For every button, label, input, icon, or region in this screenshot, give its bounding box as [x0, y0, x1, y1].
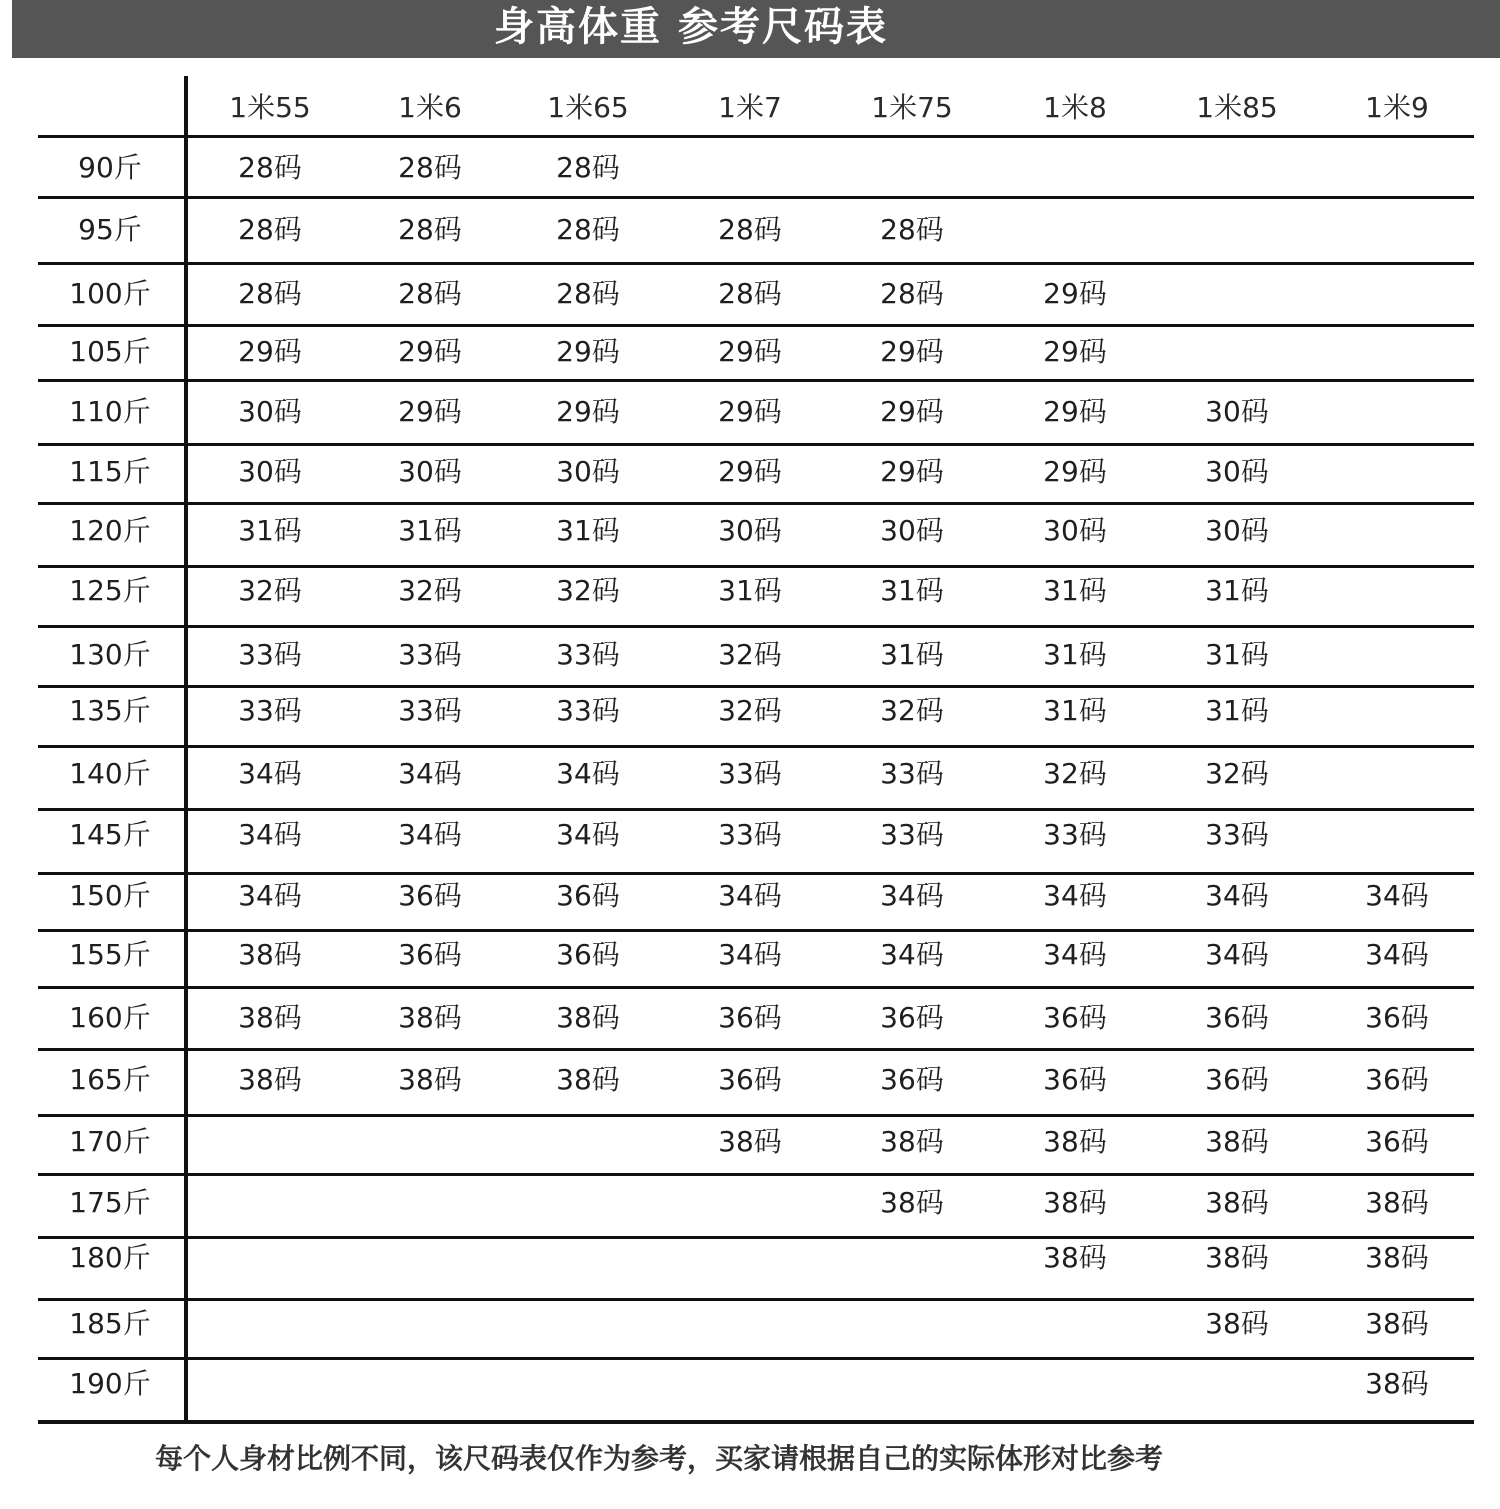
table-cell: 33码	[718, 818, 782, 851]
table-cell: 36码	[1043, 1063, 1107, 1096]
row-label: 170斤	[69, 1125, 151, 1158]
table-cell: 29码	[1043, 455, 1107, 488]
table-cell: 30码	[238, 455, 302, 488]
table-cell: 28码	[718, 277, 782, 310]
table-cell: 38码	[398, 1063, 462, 1096]
table-cell: 29码	[398, 335, 462, 368]
row-label: 110斤	[69, 395, 151, 428]
table-cell	[675, 1173, 825, 1233]
table-cell: 34码	[556, 818, 620, 851]
table-cell: 36码	[398, 879, 462, 912]
row-label: 145斤	[69, 818, 151, 851]
table-cell: 31码	[1043, 574, 1107, 607]
table-cell: 34码	[238, 757, 302, 790]
row-label: 135斤	[69, 694, 151, 727]
table-cell: 30码	[880, 514, 944, 547]
table-cell: 34码	[238, 818, 302, 851]
table-cell: 31码	[1043, 638, 1107, 671]
table-cell: 32码	[398, 574, 462, 607]
table-cell: 31码	[718, 574, 782, 607]
table-cell	[195, 1173, 345, 1233]
table-cell: 38码	[238, 1063, 302, 1096]
table-cell: 36码	[1365, 1125, 1429, 1158]
table-cell: 38码	[238, 1001, 302, 1034]
table-cell: 36码	[1365, 1001, 1429, 1034]
table-cell: 28码	[556, 277, 620, 310]
table-cell	[513, 1354, 663, 1414]
table-cell: 33码	[880, 757, 944, 790]
table-cell: 29码	[718, 335, 782, 368]
table-cell: 34码	[718, 938, 782, 971]
row-label: 115斤	[69, 455, 151, 488]
table-cell: 38码	[1205, 1307, 1269, 1340]
table-cell: 38码	[1365, 1367, 1429, 1400]
column-header: 1米85	[1196, 91, 1278, 124]
table-cell: 28码	[238, 151, 302, 184]
table-cell: 31码	[880, 574, 944, 607]
table-bottom-border	[38, 1420, 1474, 1424]
table-cell: 34码	[1365, 938, 1429, 971]
table-cell: 33码	[1043, 818, 1107, 851]
row-label: 125斤	[69, 574, 151, 607]
table-cell	[513, 1294, 663, 1354]
table-cell	[1162, 264, 1312, 324]
table-cell: 29码	[718, 395, 782, 428]
table-cell: 34码	[238, 879, 302, 912]
table-cell: 28码	[238, 213, 302, 246]
table-cell: 38码	[1205, 1125, 1269, 1158]
table-cell	[195, 1228, 345, 1288]
table-cell: 31码	[1205, 694, 1269, 727]
table-cell: 36码	[1365, 1063, 1429, 1096]
table-cell	[675, 1228, 825, 1288]
table-cell: 28码	[398, 277, 462, 310]
table-cell: 34码	[1205, 879, 1269, 912]
row-label: 90斤	[78, 151, 142, 184]
table-cell	[1322, 744, 1472, 804]
column-header: 1米65	[547, 91, 629, 124]
table-cell: 29码	[238, 335, 302, 368]
table-cell	[355, 1294, 505, 1354]
table-cell: 38码	[880, 1125, 944, 1158]
table-cell: 30码	[1205, 395, 1269, 428]
table-cell: 29码	[1043, 277, 1107, 310]
table-cell: 30码	[718, 514, 782, 547]
table-cell	[1000, 1354, 1150, 1414]
table-cell	[195, 1112, 345, 1172]
table-cell	[1162, 138, 1312, 198]
table-cell	[1322, 561, 1472, 621]
table-cell: 28码	[880, 277, 944, 310]
column-header: 1米6	[398, 91, 462, 124]
table-cell	[355, 1354, 505, 1414]
table-cell	[1162, 322, 1312, 382]
table-cell: 33码	[1205, 818, 1269, 851]
table-cell	[513, 1173, 663, 1233]
row-label: 165斤	[69, 1063, 151, 1096]
table-cell: 38码	[880, 1186, 944, 1219]
column-header: 1米75	[871, 91, 953, 124]
table-cell: 29码	[1043, 335, 1107, 368]
table-cell: 38码	[1365, 1307, 1429, 1340]
table-cell: 38码	[556, 1063, 620, 1096]
table-cell	[513, 1112, 663, 1172]
table-cell: 30码	[1205, 455, 1269, 488]
table-cell: 32码	[556, 574, 620, 607]
table-cell	[1322, 625, 1472, 685]
table-cell: 38码	[238, 938, 302, 971]
row-label: 185斤	[69, 1307, 151, 1340]
table-cell: 29码	[556, 395, 620, 428]
table-cell: 29码	[880, 455, 944, 488]
table-cell	[1322, 138, 1472, 198]
table-cell: 29码	[880, 395, 944, 428]
table-cell: 28码	[556, 151, 620, 184]
table-cell: 38码	[556, 1001, 620, 1034]
row-label: 140斤	[69, 757, 151, 790]
table-cell: 32码	[880, 694, 944, 727]
row-label: 100斤	[69, 277, 151, 310]
table-cell: 31码	[238, 514, 302, 547]
table-cell: 38码	[1043, 1241, 1107, 1274]
page-title: 身高体重 参考尺码表	[494, 3, 888, 50]
table-cell: 36码	[1205, 1001, 1269, 1034]
table-cell: 34码	[1205, 938, 1269, 971]
table-cell: 28码	[718, 213, 782, 246]
table-cell	[1322, 382, 1472, 442]
row-label: 155斤	[69, 938, 151, 971]
table-cell: 28码	[880, 213, 944, 246]
table-cell	[1322, 322, 1472, 382]
table-cell	[1162, 200, 1312, 260]
table-cell: 33码	[238, 694, 302, 727]
table-cell: 36码	[718, 1001, 782, 1034]
footnote: 每个人身材比例不同，该尺码表仅作为参考，买家请根据自己的实际体形对比参考	[155, 1442, 1164, 1475]
table-cell: 36码	[1205, 1063, 1269, 1096]
table-cell: 30码	[1043, 514, 1107, 547]
table-cell	[837, 138, 987, 198]
table-cell: 30码	[1205, 514, 1269, 547]
table-cell: 36码	[1043, 1001, 1107, 1034]
row-label: 160斤	[69, 1001, 151, 1034]
table-cell	[195, 1294, 345, 1354]
column-header: 1米55	[229, 91, 311, 124]
table-cell: 36码	[556, 938, 620, 971]
table-cell: 32码	[1205, 757, 1269, 790]
table-cell	[1322, 681, 1472, 741]
table-cell: 36码	[880, 1063, 944, 1096]
table-cell: 34码	[556, 757, 620, 790]
table-cell: 29码	[718, 455, 782, 488]
table-cell: 31码	[1205, 574, 1269, 607]
table-cell	[1000, 138, 1150, 198]
table-cell	[837, 1228, 987, 1288]
table-cell	[195, 1354, 345, 1414]
table-cell: 30码	[238, 395, 302, 428]
table-cell: 38码	[1205, 1241, 1269, 1274]
table-cell: 29码	[556, 335, 620, 368]
row-label: 120斤	[69, 514, 151, 547]
table-cell: 32码	[238, 574, 302, 607]
table-cell	[355, 1112, 505, 1172]
row-label: 180斤	[69, 1241, 151, 1274]
column-header: 1米8	[1043, 91, 1107, 124]
table-cell: 36码	[556, 879, 620, 912]
row-label: 130斤	[69, 638, 151, 671]
table-cell: 34码	[1043, 938, 1107, 971]
table-cell: 38码	[1043, 1125, 1107, 1158]
table-cell: 34码	[880, 879, 944, 912]
table-cell: 34码	[398, 757, 462, 790]
table-cell	[1322, 805, 1472, 865]
table-cell	[837, 1294, 987, 1354]
table-cell: 38码	[1365, 1186, 1429, 1219]
table-cell: 29码	[1043, 395, 1107, 428]
table-cell	[1162, 1354, 1312, 1414]
table-cell: 38码	[1205, 1186, 1269, 1219]
table-cell: 32码	[718, 638, 782, 671]
table-cell: 33码	[556, 694, 620, 727]
table-cell: 29码	[880, 335, 944, 368]
table-cell: 34码	[398, 818, 462, 851]
table-cell: 31码	[556, 514, 620, 547]
table-cell: 38码	[398, 1001, 462, 1034]
column-header: 1米7	[718, 91, 782, 124]
table-cell: 28码	[238, 277, 302, 310]
table-cell: 36码	[880, 1001, 944, 1034]
table-cell: 31码	[1205, 638, 1269, 671]
table-cell: 28码	[398, 151, 462, 184]
table-cell: 36码	[718, 1063, 782, 1096]
table-cell: 33码	[880, 818, 944, 851]
table-cell: 31码	[1043, 694, 1107, 727]
table-cell: 33码	[398, 638, 462, 671]
table-cell: 34码	[880, 938, 944, 971]
table-cell: 30码	[398, 455, 462, 488]
table-cell: 38码	[718, 1125, 782, 1158]
table-cell	[355, 1173, 505, 1233]
table-cell	[1322, 200, 1472, 260]
table-cell: 33码	[238, 638, 302, 671]
table-cell	[355, 1228, 505, 1288]
table-cell	[1000, 200, 1150, 260]
table-cell	[1322, 264, 1472, 324]
table-cell: 31码	[880, 638, 944, 671]
table-cell	[513, 1228, 663, 1288]
table-vertical-divider	[184, 76, 188, 1423]
row-label: 105斤	[69, 335, 151, 368]
row-label: 95斤	[78, 213, 142, 246]
table-cell	[1322, 501, 1472, 561]
table-cell: 33码	[556, 638, 620, 671]
table-cell: 28码	[398, 213, 462, 246]
table-cell: 31码	[398, 514, 462, 547]
title-bar	[12, 0, 1500, 58]
table-cell	[675, 1354, 825, 1414]
table-cell	[837, 1354, 987, 1414]
table-cell: 33码	[718, 757, 782, 790]
table-cell: 34码	[1043, 879, 1107, 912]
table-cell: 38码	[1365, 1241, 1429, 1274]
table-cell: 34码	[1365, 879, 1429, 912]
table-cell: 33码	[398, 694, 462, 727]
table-cell	[675, 138, 825, 198]
table-cell: 38码	[1043, 1186, 1107, 1219]
table-cell: 28码	[556, 213, 620, 246]
table-cell: 32码	[1043, 757, 1107, 790]
table-cell	[1000, 1294, 1150, 1354]
table-cell: 29码	[398, 395, 462, 428]
row-label: 150斤	[69, 879, 151, 912]
table-cell	[1322, 442, 1472, 502]
table-cell: 36码	[398, 938, 462, 971]
table-cell: 30码	[556, 455, 620, 488]
table-cell: 32码	[718, 694, 782, 727]
table-cell	[675, 1294, 825, 1354]
column-header: 1米9	[1365, 91, 1429, 124]
row-label: 190斤	[69, 1367, 151, 1400]
table-cell: 34码	[718, 879, 782, 912]
row-label: 175斤	[69, 1186, 151, 1219]
